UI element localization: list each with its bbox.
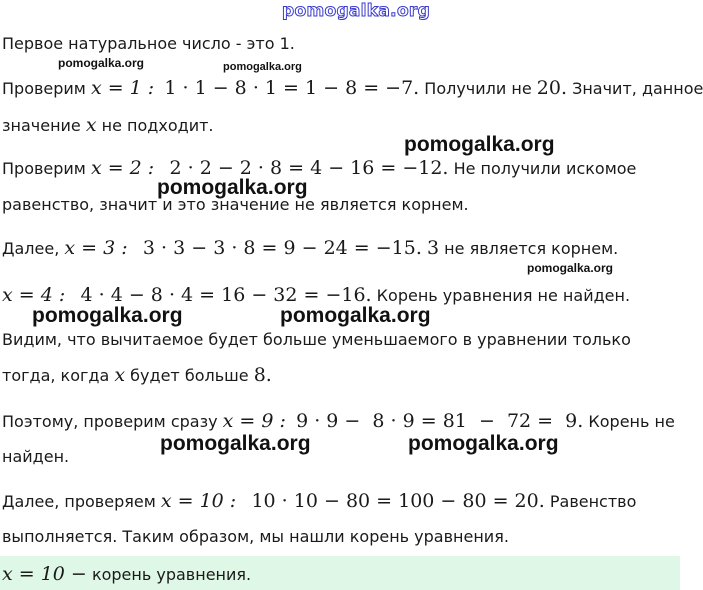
line-5: равенство, значит и это значение не является корнем. <box>2 195 469 214</box>
math: 8. <box>253 364 272 386</box>
text: Не получили искомое <box>448 159 637 178</box>
text: будет больше <box>125 366 254 385</box>
text: Равенство <box>544 492 637 511</box>
line-6 <box>2 237 618 260</box>
header-watermark: pomogalka.org <box>282 1 431 21</box>
text: Корень уравнения не найден. <box>371 286 631 305</box>
text: не подходит. <box>96 116 214 135</box>
watermark: pomogalka.org <box>527 261 614 275</box>
answer-line <box>2 563 251 586</box>
text: Далее, проверяем <box>2 492 161 511</box>
watermark: pomogalka.org <box>157 176 308 199</box>
math: 3 · 3 − 3 · 8 = 9 − 24 = −15. <box>142 237 422 259</box>
line-13: выполняется. Таким образом, мы нашли корень уравнения. <box>2 527 509 546</box>
text: Получили не <box>419 79 537 98</box>
watermark: pomogalka.org <box>280 304 431 327</box>
math: x = 10 − <box>2 563 87 585</box>
math: 1 · 1 − 8 · 1 = 1 − 8 = −7. <box>164 77 420 99</box>
text: Значит, данное <box>566 79 703 98</box>
math: x = 10 : <box>160 490 237 512</box>
text: Проверим <box>2 159 91 178</box>
line-9 <box>2 364 272 387</box>
math: x = 2 : <box>90 157 155 179</box>
math: 10 · 10 − 80 = 100 − 80 = 20. <box>251 490 545 512</box>
text: значение <box>2 116 86 135</box>
watermark: pomogalka.org <box>32 304 183 327</box>
math: 9 · 9 − 8 · 9 = 81 − 72 = 9. <box>296 410 584 432</box>
math: x = 9 : <box>222 410 286 432</box>
math: x <box>114 364 126 386</box>
text: Поэтому, проверим сразу <box>2 412 223 431</box>
watermark: pomogalka.org <box>223 61 302 73</box>
math: x <box>85 114 97 136</box>
watermark: pomogalka.org <box>404 133 555 156</box>
watermark: pomogalka.org <box>58 56 145 70</box>
text: тогда, когда <box>2 366 115 385</box>
text: Корень не <box>583 412 675 431</box>
math: 4 · 4 − 8 · 4 = 16 − 32 = −16. <box>80 284 372 306</box>
math: x = 1 : <box>90 77 155 99</box>
line-3 <box>2 114 214 137</box>
line-4 <box>2 157 636 180</box>
line-11: найден. <box>2 447 70 466</box>
text: Проверим <box>2 79 91 98</box>
watermark: pomogalka.org <box>408 432 559 455</box>
line-10 <box>2 410 675 433</box>
text: корень уравнения. <box>86 565 252 584</box>
math: 3 <box>427 237 440 259</box>
text: Далее, <box>2 239 65 258</box>
watermark: pomogalka.org <box>160 432 311 455</box>
math: 2 · 2 − 2 · 8 = 4 − 16 = −12. <box>169 157 449 179</box>
math: x = 4 : <box>2 284 66 306</box>
math: x = 3 : <box>64 237 128 259</box>
line-1: Первое натуральное число - это 1. <box>2 34 295 53</box>
line-2 <box>2 77 703 100</box>
math: 20. <box>536 77 567 99</box>
line-12 <box>2 490 636 513</box>
text: не является корнем. <box>439 239 619 258</box>
line-8: Видим, что вычитаемое будет больше уменьшаемого в уравнении только <box>2 330 631 349</box>
